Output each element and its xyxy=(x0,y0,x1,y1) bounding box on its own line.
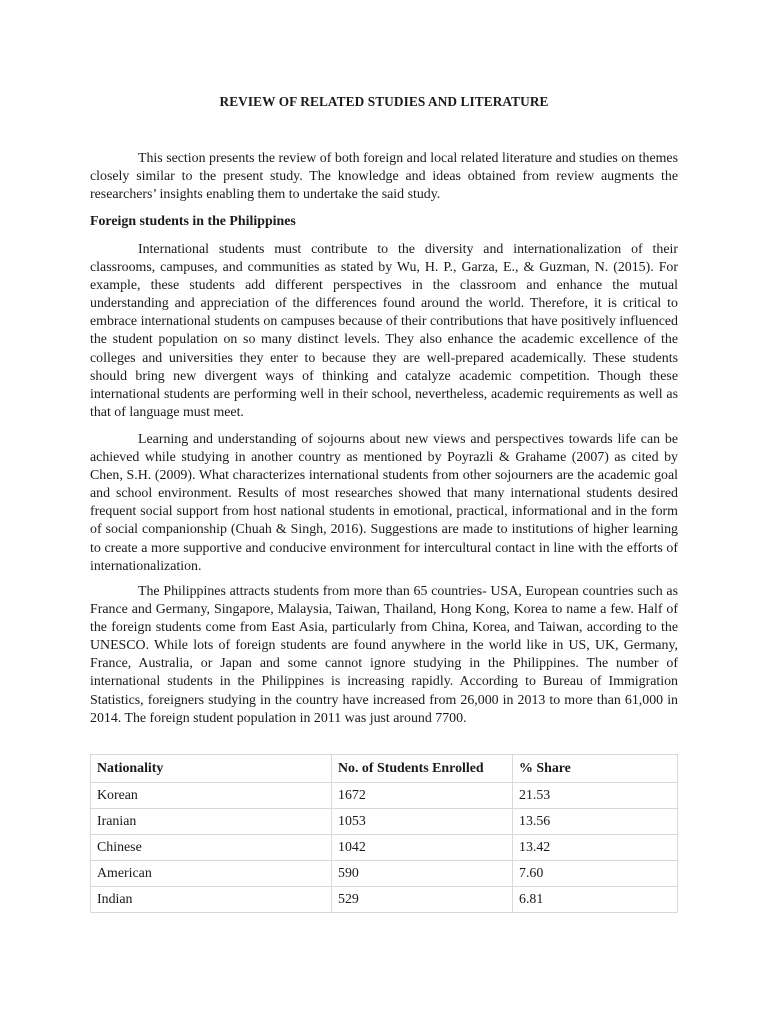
body-paragraph-1: International students must contribute to the diversity and internationalization of their classrooms, campuses, and communities as stated by Wu, H. P., Garza, E., & Guzman, N. (2015). For example, these students add different perspectives in the classroom and enhance the mutual understanding and appreciation of the differences found around the world. Therefore, it is critical to embrace international students on campuses because of their contributions that have positively influenced the student population on so many distinct levels. They also enhance the academic excellence of the colleges and universities they enter to because they are well-prepared academically. These students should bring new divergent ways of thinking and catalyze academic competition. Though these international students are performing well in their school, nevertheless, academic requirements as well as that of language must meet. xyxy=(90,242,678,420)
cell-enrolled: 590 xyxy=(332,861,513,887)
section-heading: Foreign students in the Philippines xyxy=(90,214,296,229)
column-header-nationality: Nationality xyxy=(91,755,332,783)
body-paragraph-3: The Philippines attracts students from more than 65 countries- USA, European countries such as France and Germany, Singapore, Malaysia, Taiwan, Thailand, Hong Kong, Korea to name a few. Half of the foreign students come from East Asia, particularly from China, Korea, and Taiwan, according to the UNESCO. While lots of foreign students are found anywhere in the world like in US, UK, Germany, France, Australia, or Japan and some cannot ignore studying in the Philippines. The number of international students in the Philippines is increasing rapidly. According to Bureau of Immigration Statistics, foreigners studying in the country have increased from 26,000 in 2013 to more than 61,000 in 2014. The foreign student population in 2011 was just around 7700. xyxy=(90,584,678,726)
column-header-enrolled: No. of Students Enrolled xyxy=(332,755,513,783)
cell-nationality: Indian xyxy=(91,887,332,913)
table-row xyxy=(91,887,678,913)
cell-enrolled: 529 xyxy=(332,887,513,913)
cell-share: 7.60 xyxy=(513,861,678,887)
cell-enrolled: 1672 xyxy=(332,783,513,809)
table-row xyxy=(91,861,678,887)
intro-paragraph: This section presents the review of both foreign and local related literature and studies on themes closely similar to the present study. The knowledge and ideas obtained from review augments the researchers’ insights enabling them to undertake the said study. xyxy=(90,151,678,203)
cell-nationality: Chinese xyxy=(91,835,332,861)
body-paragraph-2: Learning and understanding of sojourns about new views and perspectives towards life can be achieved while studying in another country as mentioned by Poyrazli & Grahame (2007) as cited by Chen, S.H. (2009). What characterizes international students from other sojourners are the academic goal and school environment. Results of most researches showed that many international students desired frequent social support from host national students in emotional, practical, informational and in the form of social companionship (Chuah & Singh, 2016). Suggestions are made to institutions of higher learning to create a more supportive and conducive environment for intercultural contact in line with the efforts of internationalization. xyxy=(90,432,678,574)
page-title: REVIEW OF RELATED STUDIES AND LITERATURE xyxy=(219,94,549,109)
cell-enrolled: 1042 xyxy=(332,835,513,861)
enrollment-table xyxy=(90,754,678,913)
table-row xyxy=(91,835,678,861)
cell-share: 13.56 xyxy=(513,809,678,835)
cell-nationality: American xyxy=(91,861,332,887)
column-header-share: % Share xyxy=(513,755,678,783)
cell-share: 6.81 xyxy=(513,887,678,913)
table-row xyxy=(91,783,678,809)
cell-share: 21.53 xyxy=(513,783,678,809)
cell-enrolled: 1053 xyxy=(332,809,513,835)
cell-share: 13.42 xyxy=(513,835,678,861)
cell-nationality: Iranian xyxy=(91,809,332,835)
cell-nationality: Korean xyxy=(91,783,332,809)
table-header-row xyxy=(91,755,678,783)
table-row xyxy=(91,809,678,835)
